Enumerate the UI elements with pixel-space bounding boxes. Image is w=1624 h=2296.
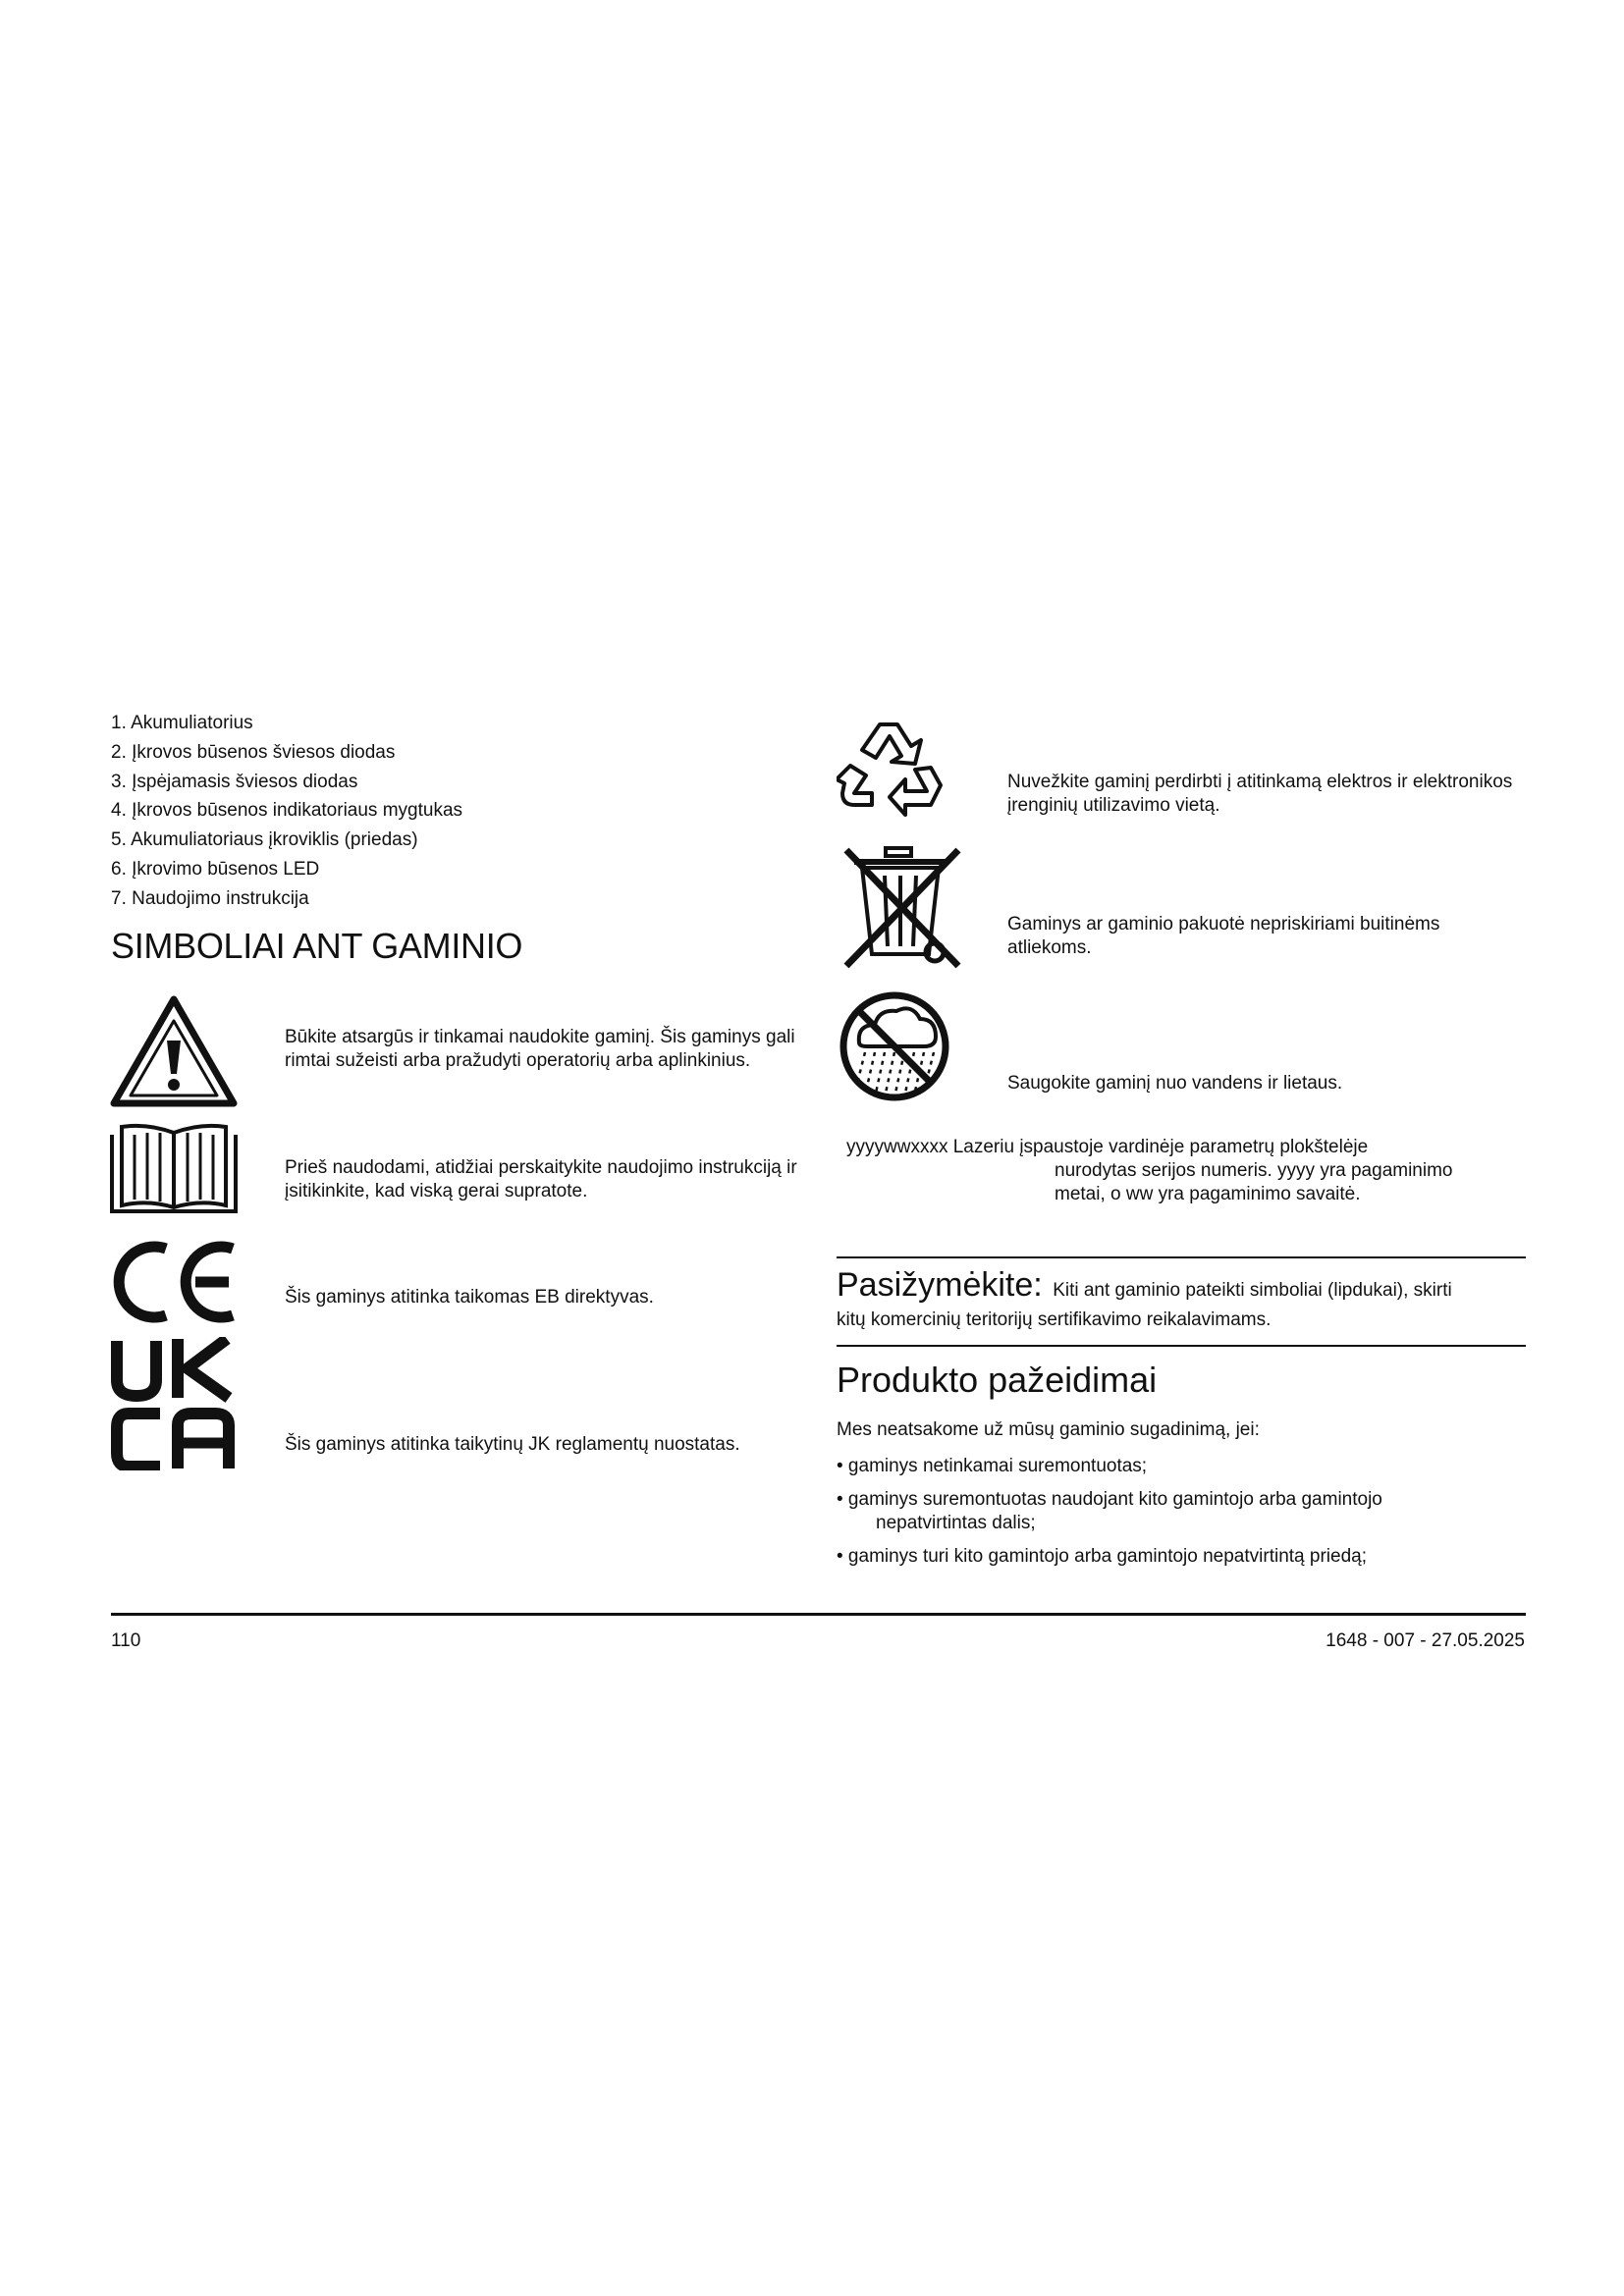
- no-rain-icon: [838, 989, 951, 1103]
- serial-line-2: nurodytas serijos numeris. yyyy yra pagaminimo: [1055, 1160, 1453, 1181]
- list-item: • gaminys netinkamai suremontuotas;: [837, 1456, 1148, 1476]
- ukca-text: Šis gaminys atitinka taikytinų JK reglamentų nuostatas.: [285, 1434, 740, 1455]
- note-text-1: Kiti ant gaminio pateikti simboliai (lipdukai), skirti: [1053, 1280, 1452, 1301]
- list-item: 4. Įkrovos būsenos indikatoriaus mygtukas: [111, 800, 463, 822]
- damage-intro: Mes neatsakome už mūsų gaminio sugadinimą, jei:: [837, 1419, 1260, 1440]
- list-item: • gaminys suremontuotas naudojant kito gamintojo arba gamintojo nepatvirtintas dalis;: [837, 1489, 1382, 1533]
- list-item: 6. Įkrovimo būsenos LED: [111, 858, 320, 880]
- ce-text: Šis gaminys atitinka taikomas EB direktyvas.: [285, 1287, 654, 1308]
- warning-text: Būkite atsargūs ir tinkamai naudokite gaminį. Šis gaminys gali rimtai sužeisti arba pražudyti operatorių arba aplinkinius.: [285, 1027, 795, 1071]
- note-text-2: kitų komercinių teritorijų sertifikavimo reikalavimams.: [837, 1309, 1272, 1330]
- note: [837, 1268, 1526, 1332]
- damage-list: [837, 1455, 1526, 1578]
- list-item: 3. Įspėjamasis šviesos diodas: [111, 771, 358, 792]
- list-item: 2. Įkrovos būsenos šviesos diodas: [111, 741, 396, 763]
- list-item: • gaminys turi kito gamintojo arba gamintojo nepatvirtintą priedą;: [837, 1546, 1367, 1567]
- crossed-bin-icon: [840, 844, 964, 970]
- bin-text: Gaminys ar gaminio pakuotė nepriskiriami buitinėms atliekoms.: [1007, 914, 1440, 958]
- manual-text: Prieš naudodami, atidžiai perskaitykite naudojimo instrukciją ir įsitikinkite, kad viską gerai supratote.: [285, 1157, 797, 1201]
- serial-line-3: metai, o ww yra pagaminimo savaitė.: [1055, 1184, 1361, 1204]
- list-item: 7. Naudojimo instrukcija: [111, 887, 309, 909]
- section-title: SIMBOLIAI ANT GAMINIO: [111, 926, 523, 966]
- recycle-text: Nuvežkite gaminį perdirbti į atitinkamą elektros ir elektronikos įrenginių utilizavimo vietą.: [1007, 772, 1513, 816]
- serial-line-1: yyyywwxxxx Lazeriu įspaustoje vardinėje parametrų plokštelėje: [846, 1137, 1369, 1157]
- warning-triangle-icon: [108, 993, 240, 1111]
- manual-book-icon: [108, 1121, 240, 1217]
- parts-list: [111, 709, 462, 914]
- list-item: 5. Akumuliatoriaus įkroviklis (priedas): [111, 829, 418, 851]
- ce-mark-icon: [111, 1239, 239, 1325]
- serial-note: [846, 1136, 1534, 1206]
- damage-title: Produkto pažeidimai: [837, 1360, 1158, 1400]
- doc-ref: 1648 - 007 - 27.05.2025: [1326, 1630, 1525, 1651]
- footer-rule: [111, 1613, 1526, 1616]
- note-bottom-rule: [837, 1345, 1526, 1347]
- rain-text: Saugokite gaminį nuo vandens ir lietaus.: [1007, 1073, 1343, 1094]
- list-item: 1. Akumuliatorius: [111, 713, 253, 733]
- page-number: 110: [111, 1630, 141, 1651]
- ukca-mark-icon: [111, 1337, 239, 1470]
- note-top-rule: [837, 1256, 1526, 1258]
- note-label: Pasižymėkite:: [837, 1266, 1043, 1304]
- recycle-icon: [837, 715, 950, 823]
